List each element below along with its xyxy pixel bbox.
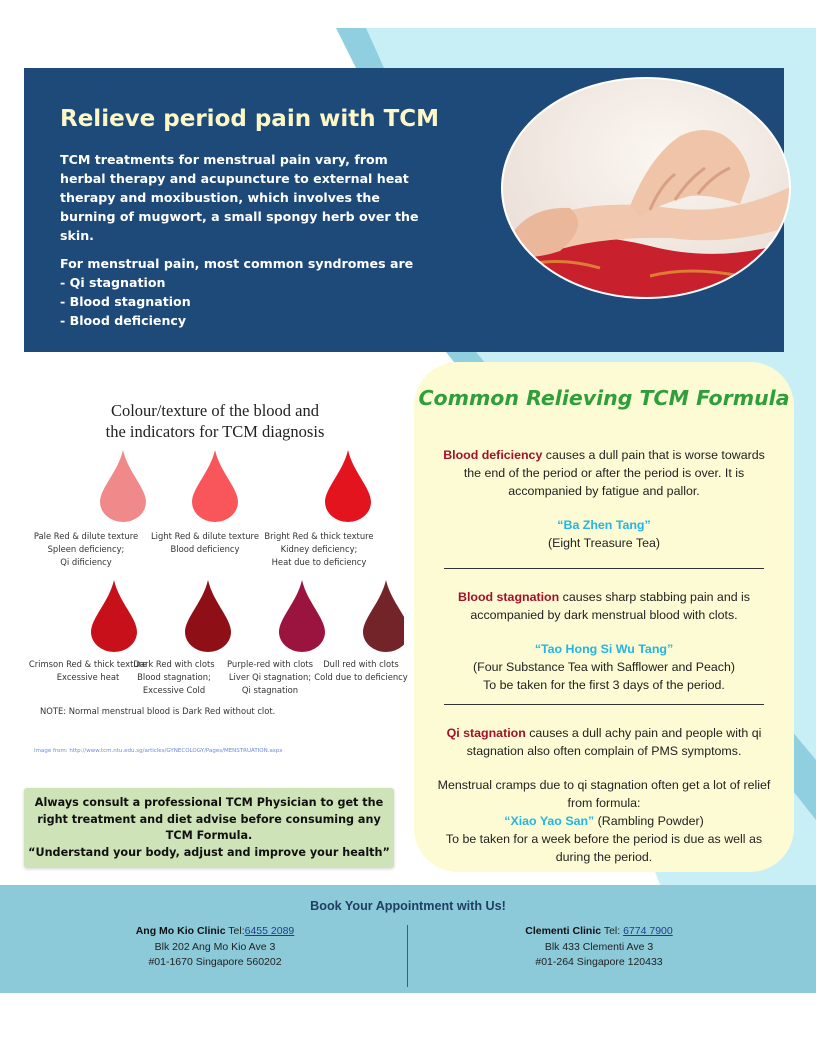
appointment-footer [0, 885, 816, 993]
syndrome-item: - Qi stagnation [60, 275, 166, 290]
consult-line: Always consult a professional TCM Physician to get the [34, 796, 384, 809]
term-blood-deficiency: Blood deficiency [443, 448, 543, 462]
term-qi-stagnation: Qi stagnation [446, 726, 526, 740]
drop-caption: Pale Red & dilute texture Spleen deficiency; Qi dificiency [33, 531, 139, 567]
section-divider [444, 704, 764, 705]
section-divider [444, 568, 764, 569]
footer-divider [407, 925, 408, 987]
blood-stagnation-text: causes sharp stabbing pain and is accompanied by dark menstrual blood with clots. [470, 590, 750, 622]
clinic-name: Clementi Clinic [525, 925, 602, 937]
hero-body [60, 150, 420, 330]
drop-caption: Purple-red with clots Liver Qi stagnation; Qi stagnation [227, 659, 313, 695]
blood-deficiency-section [436, 446, 772, 552]
qi-stagnation-section [436, 724, 772, 866]
syndrome-item: - Blood deficiency [60, 313, 187, 328]
formula-usage: To be taken for the first 3 days of the period. [483, 678, 725, 692]
blood-deficiency-text: causes a dull pain that is worse towards the end of the period or after the period is over. It is accompanied by fatigue and pallor. [463, 448, 765, 498]
clinic-name: Ang Mo Kio Clinic [135, 925, 226, 937]
clinic-name-line [434, 924, 764, 940]
blood-stagnation-description [436, 588, 772, 624]
clinic-address: #01-264 Singapore 120433 [535, 956, 663, 968]
consult-notice [24, 788, 394, 868]
hero-title: Relieve period pain with TCM [60, 106, 440, 132]
formula-translation: (Four Substance Tea with Safflower and Peach) [473, 660, 735, 674]
blood-drop [363, 580, 404, 652]
clinic-ang-mo-kio [50, 924, 380, 971]
consult-line: right treatment and diet advise before consuming any [37, 812, 381, 826]
formula-translation: (Eight Treasure Tea) [547, 536, 661, 550]
clinic-address: Blk 202 Ang Mo Kio Ave 3 [154, 940, 276, 953]
clinic-clementi [434, 924, 764, 971]
blood-drop [91, 580, 137, 652]
blood-stagnation-section [436, 588, 772, 694]
pulse-taking-photo [500, 76, 792, 300]
formula-name-ba-zhen-tang: “Ba Zhen Tang” [557, 518, 651, 532]
figure-title-line2: the indicators for TCM diagnosis [105, 422, 325, 441]
book-appointment-title: Book Your Appointment with Us! [310, 899, 506, 913]
phone-link[interactable]: 6774 7900 [623, 925, 673, 937]
hero-banner [24, 68, 784, 352]
drop-caption: Crimson Red & thick texture Excessive heat [28, 659, 148, 682]
blood-colour-diagnosis-figure [26, 382, 408, 764]
syndromes-list [60, 273, 420, 330]
blood-deficiency-description [436, 446, 772, 500]
qi-stagnation-description [436, 724, 772, 760]
drop-caption: Dull red with clots Cold due to deficiency [314, 659, 408, 682]
drop-caption: Light Red & dilute texture Blood deficiency [151, 531, 259, 554]
blood-drop [100, 450, 146, 522]
formula-name-line [436, 812, 772, 830]
drop-caption: Bright Red & thick texture Kidney deficiency; Heat due to deficiency [264, 531, 374, 567]
consult-line: TCM Formula. [165, 829, 253, 842]
hero-intro: TCM treatments for menstrual pain vary, from herbal therapy and acupuncture to external heat therapy and moxibustion, which involves the burning of mugwort, a small spongy herb over the skin. [60, 152, 419, 243]
term-blood-stagnation: Blood stagnation [458, 590, 560, 604]
blood-drop [325, 450, 371, 522]
syndromes-heading: For menstrual pain, most common syndromes are [60, 256, 414, 271]
qi-stagnation-relief: Menstrual cramps due to qi stagnation often get a lot of relief from formula: [437, 778, 771, 810]
drop-caption: Dark Red with clots Blood stagnation; Excessive Cold [133, 659, 215, 695]
tel-label: Tel: [225, 925, 245, 937]
image-source: Image from: http://www.tcm.ntu.edu.sg/articles/GYNECOLOGY/Pages/MENSTRUATION.aspx [34, 748, 283, 754]
formula-translation: (Rambling Powder) [594, 814, 704, 828]
blood-drop [279, 580, 325, 652]
formula-usage: To be taken for a week before the period is due as well as during the period. [445, 832, 763, 864]
syndrome-item: - Blood stagnation [60, 294, 191, 309]
consult-slogan: “Understand your body, adjust and improve your health” [28, 845, 390, 859]
figure-note: NOTE: Normal menstrual blood is Dark Red without clot. [40, 706, 276, 716]
formula-title: Common Relieving TCM Formula [418, 386, 790, 410]
figure-title-line1: Colour/texture of the blood and [110, 401, 320, 420]
tel-label: Tel: [601, 925, 624, 937]
clinic-name-line [50, 924, 380, 940]
qi-stagnation-text: causes a dull achy pain and people with qi stagnation also often complain of PMS symptoms. [466, 726, 762, 758]
formula-name-tao-hong-si-wu-tang: “Tao Hong Si Wu Tang” [534, 642, 674, 656]
formula-name-xiao-yao-san: “Xiao Yao San” [504, 814, 595, 828]
formula-panel [414, 362, 794, 872]
blood-drop [192, 450, 238, 522]
clinic-address: Blk 433 Clementi Ave 3 [544, 940, 654, 953]
phone-link[interactable]: 6455 2089 [244, 925, 295, 937]
clinic-address: #01-1670 Singapore 560202 [148, 956, 282, 968]
blood-drop [185, 580, 231, 652]
